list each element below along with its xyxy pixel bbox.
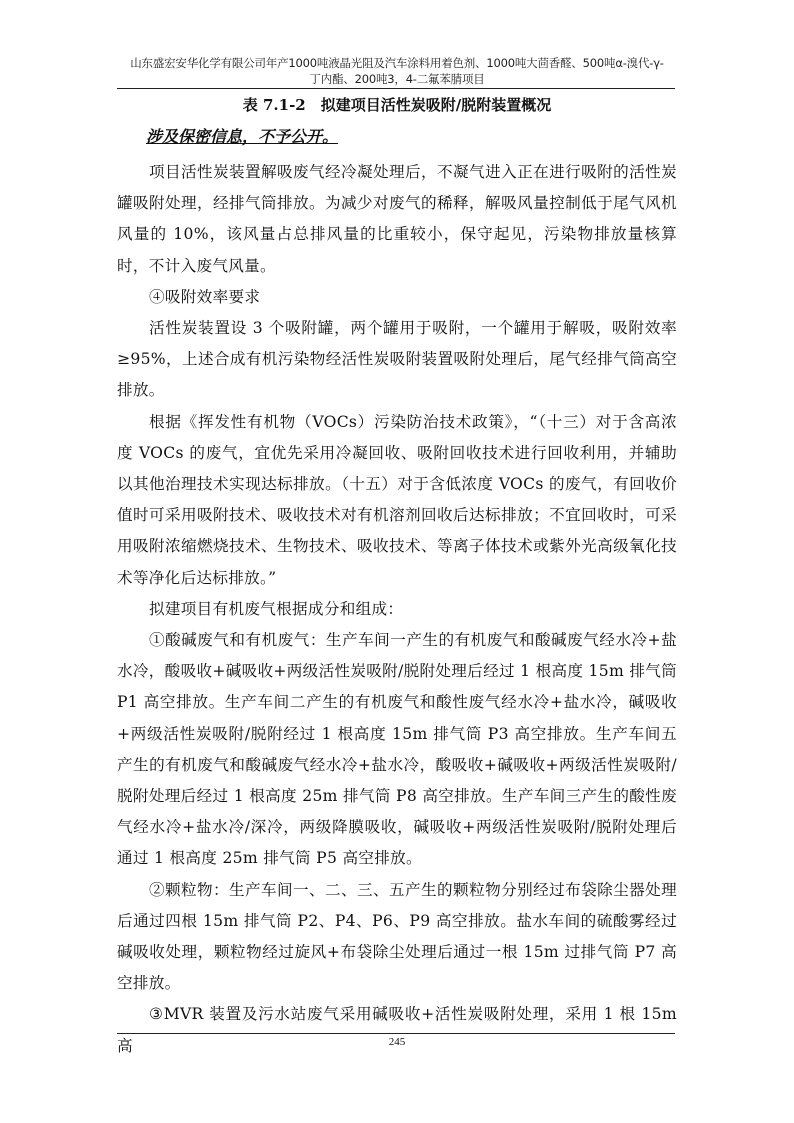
paragraph-acid-organic: ①酸碱废气和有机废气：生产车间一产生的有机废气和酸碱废气经水冷+盐水冷，酸吸收+碱吸收+两级活性炭吸附/脱附处理后经过 1 根高度 15m 排气筒 P1 高空排放。生产车间二产生的有机废气和酸性废气经水冷+盐水冷，碱吸收+两级活性炭吸附/脱附经过 1 根高度 15m 排气筒 P3 高空排放。生产车间五产生的有机废气和酸碱废气经水冷+盐水冷，酸吸收+碱吸收+两级活性炭吸附/脱附处理后经过 1 根高度 25m 排气筒 P8 高空排放。生产车间三产生的酸性废气经水冷+盐水冷/深冷，两级降膜吸收，碱吸收+两级活性炭吸附/脱附处理后通过 1 根高度 25m 排气筒 P5 高空排放。 xyxy=(117,631,677,868)
running-header xyxy=(112,55,682,87)
body-text xyxy=(117,157,677,1062)
paragraph-composition-intro: 拟建项目有机废气根据成分和组成： xyxy=(149,599,404,618)
paragraph-efficiency: 活性炭装置设 3 个吸附罐，两个罐用于吸附，一个罐用于解吸，吸附效率≥95%，上述合成有机污染物经活性炭吸附装置吸附处理后，尾气经排气筒高空排放。 xyxy=(117,319,677,400)
paragraph-policy: 根据《挥发性有机物（VOCs）污染防治技术政策》，“（十三）对于含高浓度 VOCs 的废气，宜优先采用冷凝回收、吸附回收技术进行回收利用，并辅助以其他治理技术实现达标排放。（十五）对于含低浓度 VOCs 的废气，有回收价值时可采用吸附技术、吸收技术对有机溶剂回收后达标排放；不宜回收时，可采用吸附浓缩燃烧技术、生物技术、吸收技术、等离子体技术或紫外光高级氧化技术等净化后达标排放。” xyxy=(117,412,677,587)
running-header-line-1: 山东盛宏安华化学有限公司年产1000吨液晶光阻及汽车涂料用着色剂、1000吨大茴香醛、500吨α-溴代-γ- xyxy=(130,56,664,70)
table-title: 表 7.1-2 拟建项目活性炭吸附/脱附装置概况 xyxy=(242,96,552,114)
confidential-note: 涉及保密信息，不予公开。 xyxy=(146,127,339,146)
page-number: 245 xyxy=(388,1036,406,1048)
paragraph-desorption: 项目活性炭装置解吸废气经冷凝处理后，不凝气进入正在进行吸附的活性炭罐吸附处理，经排气筒排放。为减少对废气的稀释，解吸风量控制低于尾气风机风量的 10%，该风量占总排风量的比重较小，保守起见，污染物排放量核算时，不计入废气风量。 xyxy=(117,163,677,275)
paragraph-heading-efficiency: ④吸附效率要求 xyxy=(149,287,261,306)
header-divider xyxy=(117,88,675,89)
paragraph-mvr: ③MVR 装置及污水站废气采用碱吸收+活性炭吸附处理，采用 1 根 15m 高 xyxy=(117,1005,677,1055)
footer-divider xyxy=(117,1033,675,1034)
running-header-line-2: 丁内酯、200吨3，4-二氟苯腈项目 xyxy=(309,72,485,86)
paragraph-particulates: ②颗粒物：生产车间一、二、三、五产生的颗粒物分别经过布袋除尘器处理后通过四根 15m 排气筒 P2、P4、P6、P9 高空排放。盐水车间的硫酸雾经过碱吸收处理，颗粒物经过旋风+布袋除尘处理后通过一根 15m 过排气筒 P7 高空排放。 xyxy=(117,880,677,993)
